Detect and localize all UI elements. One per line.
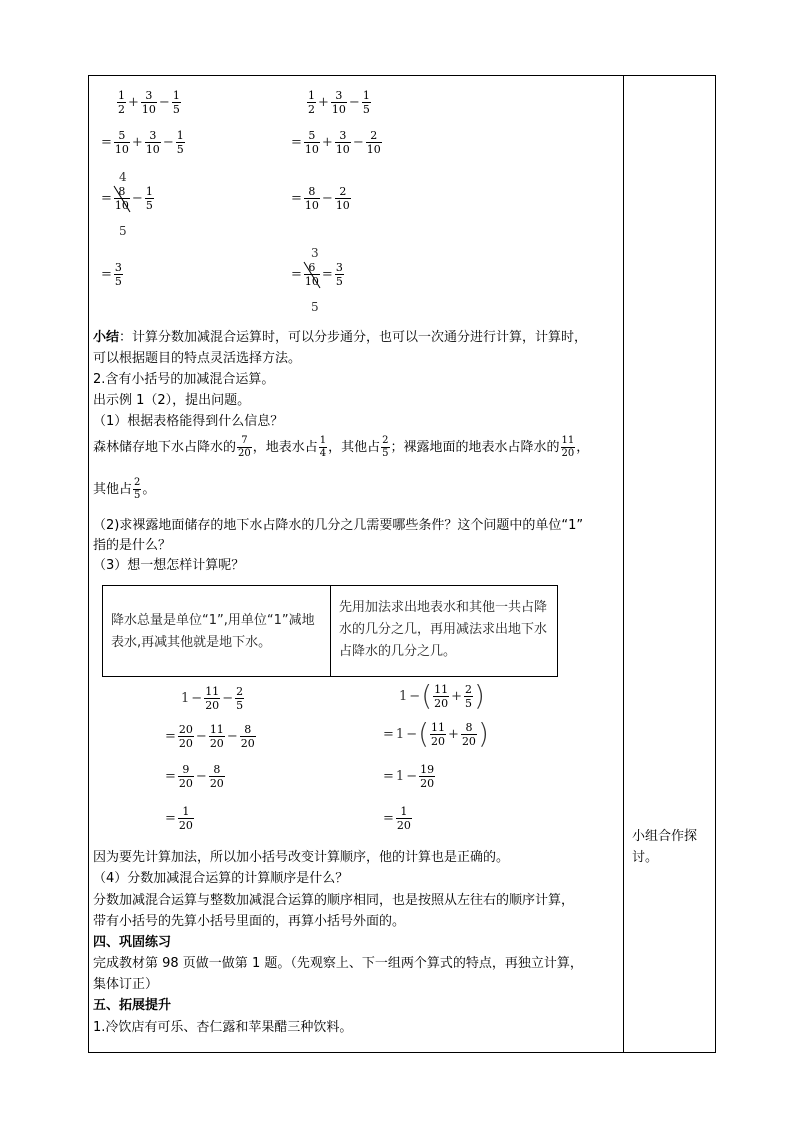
question-4: （4）分数加减混合运算的计算顺序是什么？ (93, 871, 349, 886)
example-line: 出示例 1（2），提出问题。 (93, 393, 251, 408)
calc-left-row3-bottom: 5 (119, 224, 127, 238)
summary-label: 小结 (93, 330, 120, 345)
info-line2: 其他占 $\frac{2}{5}$ 。 (93, 477, 156, 501)
reason-text: 因为要先计算加法，所以加小括号改变计算顺序，他的计算也是正确的。 (93, 850, 510, 865)
section5-title: 五、拓展提升 (93, 998, 172, 1013)
question-1: （1）根据表格能得到什么信息？ (93, 414, 284, 429)
calc2-left-row4: = $\frac{1}{20}$ (165, 805, 193, 832)
calc2-left-row3: = $\frac{9}{20}$ − $\frac{8}{20}$ (165, 763, 224, 790)
calc2-left-row1: 1 − $\frac{11}{20}$ − $\frac{2}{5}$ (181, 685, 244, 712)
calc-right-row4: = $\frac{6}{10}$ = $\frac{3}{5}$ (291, 261, 343, 288)
calc-right-row4-top: 3 (311, 246, 319, 260)
summary-line2: 可以根据题目的特点灵活选择方法。 (93, 351, 302, 366)
calc-left-row4: = $\frac{3}{5}$ (101, 261, 122, 288)
cancel-strike-icon (302, 260, 322, 290)
calc-left-row3: = $\frac{8}{10}$ − $\frac{1}{5}$ (101, 185, 153, 212)
question-2-line1: （2)求裸露地面储存的地下水占降水的几分之几需要哪些条件？这个问题中的单位“1” (93, 518, 584, 533)
question-3: （3）想一想怎样计算呢？ (93, 558, 245, 573)
column-divider (623, 75, 624, 1053)
calc-right-row2: = $\frac{5}{10}$ + $\frac{3}{10}$ − $\frac{2}{10}$ (291, 129, 381, 156)
calc2-right-row3: = 1 − $\frac{19}{20}$ (383, 763, 435, 790)
calc-right-row4-bottom: 5 (311, 300, 319, 314)
method-box-right: 先用加法求出地表水和其他一共占降水的几分之几，再用减法求出地下水占降水的几分之几。 (339, 600, 548, 659)
summary-line1: 小结：计算分数加减混合运算时，可以分步通分，也可以一次通分进行计算，计算时， (93, 330, 588, 345)
side-note: 小组合作探讨。 (632, 829, 698, 865)
question-2-line2: 指的是什么？ (93, 538, 172, 553)
calc-left-row3-top: 4 (119, 170, 127, 184)
section4-line2: 集体订正） (93, 977, 159, 992)
section4-line1: 完成教材第 98 页做一做第 1 题。（先观察上、下一组两个算式的特点，再独立计算， (93, 956, 583, 971)
box-separator (330, 586, 331, 676)
calc-left-row1: $\frac{1}{2}$ + $\frac{3}{10}$ − $\frac{1}{5}$ (118, 89, 180, 116)
calc-right-row1: $\frac{1}{2}$ + $\frac{3}{10}$ − $\frac{1}{5}$ (308, 89, 370, 116)
rule-line2: 带有小括号的先算小括号里面的，再算小括号外面的。 (93, 914, 406, 929)
calc2-right-row1: 1 −( $\frac{11}{20}$ + $\frac{2}{5}$ ) (399, 679, 485, 712)
method-box-left: 降水总量是单位“1”,用单位“1”减地表水,再减其他就是地下水。 (111, 613, 315, 650)
calc2-right-row4: = $\frac{1}{20}$ (383, 805, 411, 832)
section4-title: 四、巩固练习 (93, 935, 172, 950)
method-boxes (102, 585, 558, 677)
info-line1: 森林储存地下水占降水的 $\frac{7}{20}$ ，地表水占 $\frac{1}{4}$ ，其他占 $\frac{2}{5}$ ；裸露地面的地表水占降水的 $\frac{11}{20}$ ， (93, 435, 590, 459)
calc2-right-row2: = 1 −( $\frac{11}{20}$ + $\frac{8}{20}$ ) (383, 717, 489, 750)
rule-line1: 分数加减混合运算与整数加减混合运算的顺序相同，也是按照从左往右的顺序计算， (93, 893, 575, 908)
section5-line1: 1.冷饮店有可乐、杏仁露和苹果醋三种饮料。 (93, 1020, 353, 1035)
cancel-strike-icon (112, 184, 132, 214)
section2-title: 2.含有小括号的加减混合运算。 (93, 372, 275, 387)
calc-left-row2: = $\frac{5}{10}$ + $\frac{3}{10}$ − $\frac{1}{5}$ (101, 129, 184, 156)
calc2-left-row2: = $\frac{20}{20}$ − $\frac{11}{20}$ − $\frac{8}{20}$ (165, 723, 255, 750)
calc-right-row3: = $\frac{8}{10}$ − $\frac{2}{10}$ (291, 185, 350, 212)
